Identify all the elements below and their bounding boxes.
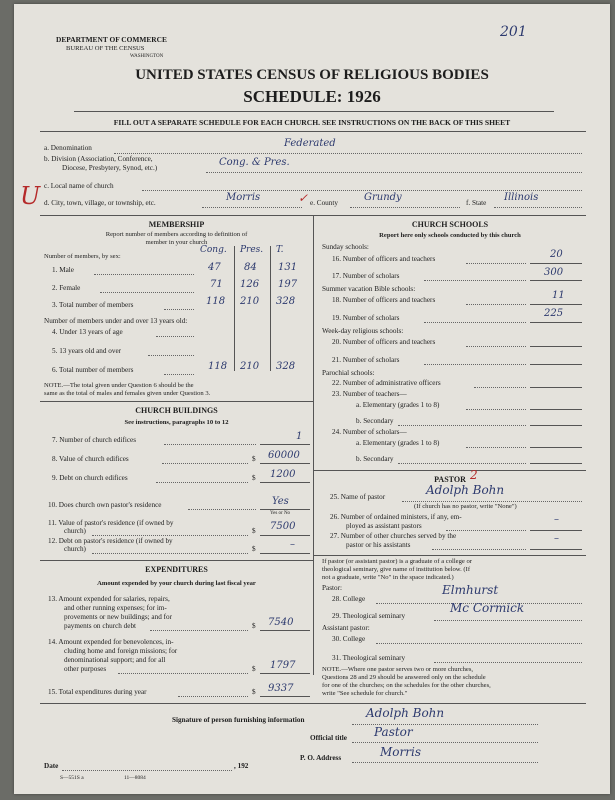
q26-value[interactable]: –	[554, 514, 559, 525]
q8-dollar: $	[252, 455, 256, 463]
q9-label: 9. Debt on church edifices	[52, 474, 128, 482]
pastor-heading: PASTOR	[434, 475, 466, 484]
division-value[interactable]: Cong. & Pres.	[219, 157, 290, 168]
division-label-2: Diocese, Presbytery, Synod, etc.)	[62, 164, 158, 172]
signature-value[interactable]: Adolph Bohn	[366, 706, 445, 720]
q14-line-2: cluding home and foreign missions; for	[64, 647, 178, 655]
q9-value[interactable]: 1200	[270, 469, 296, 480]
q22-label: 22. Number of administrative officers	[332, 379, 441, 387]
weekday-label: Week-day religious schools:	[322, 327, 404, 335]
pastor-note-2: Questions 28 and 29 should be answered only on the schedule	[322, 674, 486, 681]
membership-note-2: same as the total of males and females given under Question 3.	[44, 390, 211, 397]
q11-dollar: $	[252, 527, 256, 535]
q11-value[interactable]: 7500	[270, 521, 296, 532]
q19-label: 19. Number of scholars	[332, 314, 400, 322]
q8-value[interactable]: 60000	[268, 450, 300, 461]
date-label: Date	[44, 762, 59, 770]
red-check-icon: ✓	[298, 191, 309, 205]
q27-value[interactable]: –	[554, 533, 559, 544]
q24-label-1: 24. Number of scholars—	[332, 428, 407, 436]
q15-dollar: $	[252, 688, 256, 696]
total-pres[interactable]: 210	[240, 296, 260, 307]
total6-cong[interactable]: 118	[208, 361, 228, 372]
q25-hint: (If church has no pastor, write "None")	[414, 503, 517, 510]
q23-label: 23. Number of teachers—	[332, 390, 407, 398]
q7-label: 7. Number of church edifices	[52, 436, 137, 444]
q13-dollar: $	[252, 622, 256, 630]
q14-line-3: denominational support; and for all	[64, 656, 166, 664]
q10-label: 10. Does church own pastor's residence	[48, 501, 162, 509]
pastor-label: Pastor:	[322, 584, 342, 592]
q12-label-1: 12. Debt on pastor's residence (if owned by	[48, 537, 173, 545]
form-subtitle: SCHEDULE: 1926	[243, 87, 381, 106]
q26-label-1: 26. Number of ordained ministers, if any, em-	[330, 513, 462, 521]
q8-label: 8. Value of church edifices	[52, 455, 129, 463]
pastor-red-mark: 2	[470, 468, 478, 482]
q13-line-2: and other running expenses; for im-	[64, 604, 167, 612]
total6-total[interactable]: 328	[276, 361, 296, 372]
male-cong[interactable]: 47	[208, 262, 221, 273]
buildings-heading: CHURCH BUILDINGS	[135, 406, 218, 415]
expenditures-heading: EXPENDITURES	[145, 565, 208, 574]
q30-label: 30. College	[332, 635, 366, 643]
print-number: 11—8084	[124, 775, 146, 781]
q24b-label: b. Secondary	[356, 455, 394, 463]
official-title-value[interactable]: Pastor	[374, 725, 413, 739]
q23a-label: a. Elementary (grades 1 to 8)	[356, 401, 440, 409]
total6-pres[interactable]: 210	[240, 361, 260, 372]
signature-label: Signature of person furnishing information	[172, 716, 305, 724]
denomination-value[interactable]: Federated	[284, 138, 336, 149]
total-label: 3. Total number of members	[52, 301, 134, 309]
q29-value[interactable]: Mc Cormick	[450, 601, 525, 615]
q13-line-1: 13. Amount expended for salaries, repairs,	[48, 595, 170, 603]
col-head-total: T.	[276, 245, 284, 255]
state-label: f. State	[466, 199, 487, 207]
parochial-label: Parochial schools:	[322, 369, 375, 377]
expenditures-sub: Amount expended by your church during last fiscal year	[97, 580, 256, 587]
q24-label-2: a. Elementary (grades 1 to 8)	[356, 439, 440, 447]
page-number: 201	[500, 24, 527, 40]
graduate-note-2: theological seminary, give name of institution below. (If	[322, 566, 471, 573]
q18-label: 18. Number of officers and teachers	[332, 296, 436, 304]
q15-value[interactable]: 9337	[268, 683, 294, 694]
census-schedule-page	[14, 4, 610, 794]
instruction-banner: FILL OUT A SEPARATE SCHEDULE FOR EACH CHURCH. SEE INSTRUCTIONS ON THE BACK OF THIS SHEET	[113, 118, 511, 127]
col-head-pres: Pres.	[240, 245, 264, 255]
q14-line-4: other purposes	[64, 665, 107, 673]
male-label: 1. Male	[52, 266, 74, 274]
q11-label-2: church)	[64, 527, 86, 535]
female-label: 2. Female	[52, 284, 81, 292]
by-sex-label: Number of members, by sex:	[44, 253, 121, 260]
q25-value[interactable]: Adolph Bohn	[426, 483, 505, 497]
total-total[interactable]: 328	[276, 296, 296, 307]
q7-value[interactable]: 1	[296, 431, 303, 442]
q10-hint: Yes or No	[270, 511, 291, 516]
po-address-value[interactable]: Morris	[380, 745, 421, 759]
q15-label: 15. Total expenditures during year	[48, 688, 147, 696]
male-pres[interactable]: 84	[244, 262, 257, 273]
official-title-label: Official title	[310, 734, 347, 742]
q12-value[interactable]: –	[290, 539, 295, 550]
city-label: d. City, town, village, or township, etc.	[44, 199, 156, 207]
q13-value[interactable]: 7540	[268, 617, 294, 628]
city-value[interactable]: Morris	[226, 192, 261, 203]
state-value[interactable]: Illinois	[504, 192, 539, 203]
q31-label: 31. Theological seminary	[332, 654, 406, 662]
graduate-note-3: not a graduate, write "No" in the space indicated.)	[322, 574, 454, 581]
q26-label-2: ployed as assistant pastors	[346, 522, 422, 530]
col-head-cong: Cong.	[200, 245, 227, 255]
male-total[interactable]: 131	[278, 262, 298, 273]
q18-value[interactable]: 11	[552, 290, 565, 301]
agency-bureau: BUREAU OF THE CENSUS	[66, 45, 145, 52]
pastor-note-4: write "See schedule for church."	[322, 690, 408, 697]
q27-label-1: 27. Number of other churches served by the	[330, 532, 457, 540]
q28-value[interactable]: Elmhurst	[442, 583, 499, 597]
age-intro: Number of members under and over 13 years old:	[44, 317, 188, 325]
county-value[interactable]: Grundy	[364, 192, 402, 203]
vacation-label: Summer vacation Bible schools:	[322, 285, 416, 293]
assistant-label: Assistant pastor:	[322, 624, 370, 632]
pastor-note-3: for one of the churches; on the schedules for the other churches,	[322, 682, 491, 689]
q12-label-2: church)	[64, 545, 86, 553]
q28-label: 28. College	[332, 595, 366, 603]
q17-label: 17. Number of scholars	[332, 272, 400, 280]
q17-value[interactable]: 300	[544, 267, 564, 278]
margin-check-mark: U	[20, 182, 41, 210]
po-address-label: P. O. Address	[300, 754, 342, 762]
pastor-note-1: NOTE.—Where one pastor serves two or more churches,	[322, 666, 474, 673]
total-cong[interactable]: 118	[206, 296, 226, 307]
agency-dept: DEPARTMENT OF COMMERCE	[56, 35, 167, 44]
division-label-1: b. Division (Association, Conference,	[44, 155, 153, 163]
q11-label-1: 11. Value of pastor's residence (if owned by	[48, 519, 174, 527]
female-cong[interactable]: 71	[210, 279, 223, 290]
q13-line-4: payments on church debt	[64, 622, 137, 630]
membership-note-1: NOTE.—The total given under Question 6 should be the	[44, 382, 194, 389]
q14-line-1: 14. Amount expended for benevolences, in-	[48, 638, 174, 646]
form-title: UNITED STATES CENSUS OF RELIGIOUS BODIES	[135, 67, 489, 83]
over-13-label: 5. 13 years old and over	[52, 347, 122, 355]
county-label: e. County	[310, 199, 338, 207]
membership-report-2: member in your church	[145, 239, 208, 246]
q20-label: 20. Number of officers and teachers	[332, 338, 436, 346]
q10-value[interactable]: Yes	[272, 496, 289, 507]
graduate-note-1: If pastor (or assistant pastor) is a graduate of a college or	[322, 558, 472, 565]
q13-line-3: provements or new buildings; and for	[64, 613, 172, 621]
q9-dollar: $	[252, 474, 256, 482]
under-13-label: 4. Under 13 years of age	[52, 328, 123, 336]
total6-label: 6. Total number of members	[52, 366, 134, 374]
buildings-sub: See instructions, paragraphs 10 to 12	[124, 419, 229, 426]
schools-sub: Report here only schools conducted by this church	[379, 232, 521, 239]
schools-heading: CHURCH SCHOOLS	[411, 220, 489, 229]
female-total[interactable]: 197	[278, 279, 298, 290]
q14-dollar: $	[252, 665, 256, 673]
local-name-label: c. Local name of church	[44, 182, 114, 190]
denomination-label: a. Denomination	[44, 144, 92, 152]
membership-report-1: Report number of members according to definition of	[105, 231, 248, 238]
sunday-label: Sunday schools:	[322, 243, 369, 251]
q29-label: 29. Theological seminary	[332, 612, 406, 620]
agency-city: WASHINGTON	[130, 54, 164, 59]
q27-label-2: pastor or his assistants	[346, 541, 411, 549]
membership-heading: MEMBERSHIP	[148, 220, 205, 229]
q19-value[interactable]: 225	[544, 308, 564, 319]
q14-value[interactable]: 1797	[270, 660, 296, 671]
date-year: , 192	[234, 762, 249, 770]
form-number: S—551S a	[60, 775, 84, 781]
q16-label: 16. Number of officers and teachers	[332, 255, 436, 263]
female-pres[interactable]: 126	[240, 279, 260, 290]
q23b-label: b. Secondary	[356, 417, 394, 425]
q25-label: 25. Name of pastor	[330, 493, 386, 501]
q21-label: 21. Number of scholars	[332, 356, 400, 364]
q12-dollar: $	[252, 545, 256, 553]
q16-value[interactable]: 20	[550, 249, 563, 260]
